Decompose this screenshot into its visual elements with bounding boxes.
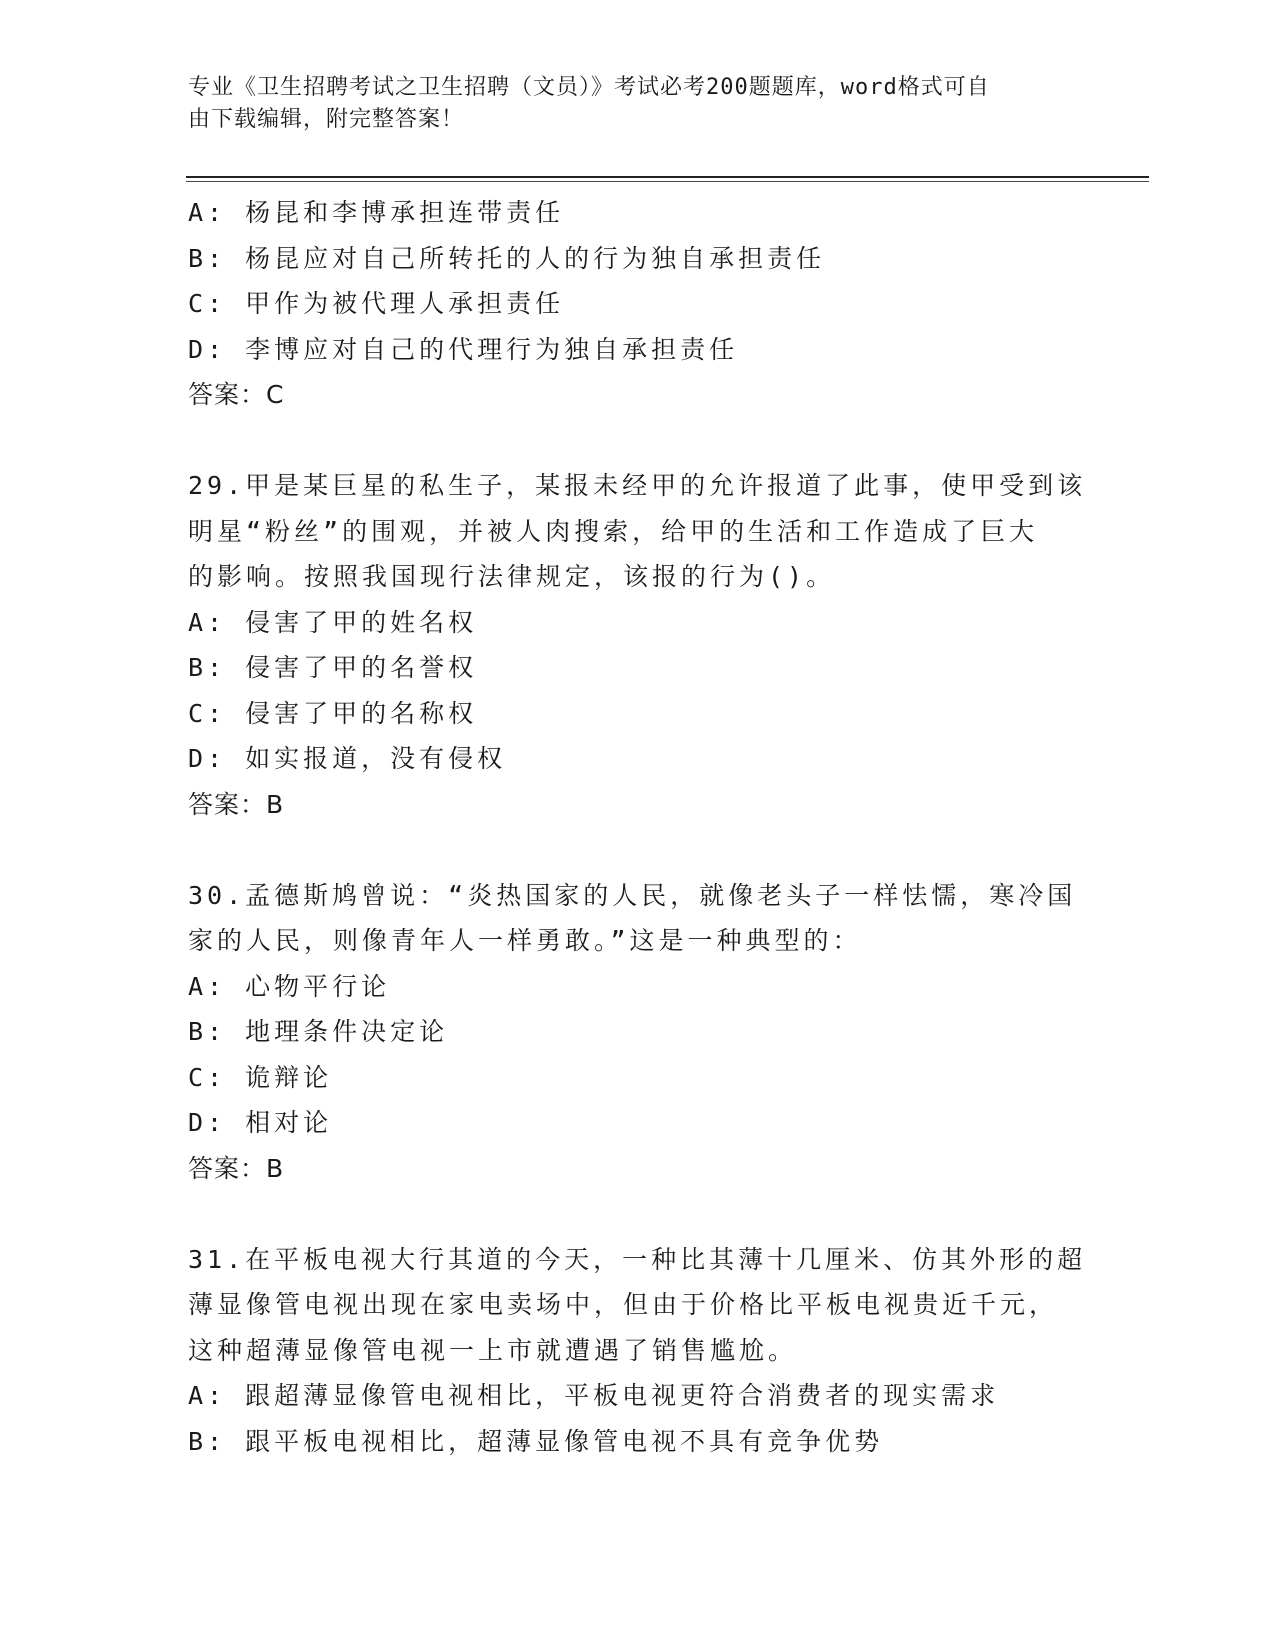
spacer [188,827,1068,873]
question-31 [188,1237,1087,1465]
header-line-2: 由下载编辑，附完整答案！ [188,107,465,132]
option-b: B: 杨昆应对自己所转托的人的行为独自承担责任 [188,243,826,273]
question-list [188,190,1087,1464]
option-c: C: 诡辩论 [188,1062,333,1092]
option-d: D: 如实报道，没有侵权 [188,744,507,773]
option-a: A: 杨昆和李博承担连带责任 [188,198,565,227]
option-a: A: 跟超薄显像管电视相比，平板电视更符合消费者的现实需求 [188,1381,1000,1410]
option-b: B: 侵害了甲的名誉权 [188,653,478,682]
question-30 [188,873,1077,1192]
question-stem-line: 薄显像管电视出现在家电卖场中，但由于价格比平板电视贵近千元， [188,1290,1059,1319]
header-divider-thin [186,181,1149,182]
answer-line: 答案：C [188,380,285,409]
question-stem-line: 家的人民，则像青年人一样勇敢。”这是一种典型的： [188,926,862,955]
option-b: B: 地理条件决定论 [188,1017,449,1046]
question-stem-line: 的影响。按照我国现行法律规定，该报的行为()。 [188,562,836,591]
option-c: C: 甲作为被代理人承担责任 [188,289,565,318]
header-line-1: 专业《卫生招聘考试之卫生招聘（文员）》考试必考200题题库，word格式可自 [188,75,990,100]
answer-line: 答案：B [188,789,285,819]
question-stem-line: 31.在平板电视大行其道的今天，一种比其薄十几厘米、仿其外形的超 [188,1244,1087,1274]
question-stem-line: 这种超薄显像管电视一上市就遭遇了销售尴尬。 [188,1335,798,1365]
header-divider-thick [186,176,1149,178]
option-d: D: 相对论 [188,1108,333,1137]
document-header [188,72,1068,136]
option-a: A: 心物平行论 [188,971,391,1001]
option-b: B: 跟平板电视相比，超薄显像管电视不具有竞争优势 [188,1426,884,1456]
option-a: A: 侵害了甲的姓名权 [188,607,478,637]
option-c: C: 侵害了甲的名称权 [188,698,478,728]
question-28 [188,190,1068,418]
question-stem-line: 30.孟德斯鸠曾说：“炎热国家的人民，就像老头子一样怯懦，寒冷国 [188,880,1077,910]
spacer [188,418,1068,464]
question-stem-line: 29.甲是某巨星的私生子，某报未经甲的允许报道了此事，使甲受到该 [188,471,1087,500]
question-29 [188,463,1087,827]
answer-line: 答案：B [188,1153,285,1183]
option-d: D: 李博应对自己的代理行为独自承担责任 [188,334,739,364]
question-stem-line: 明星“粉丝”的围观，并被人肉搜索，给甲的生活和工作造成了巨大 [188,516,1039,546]
spacer [188,1191,1068,1237]
